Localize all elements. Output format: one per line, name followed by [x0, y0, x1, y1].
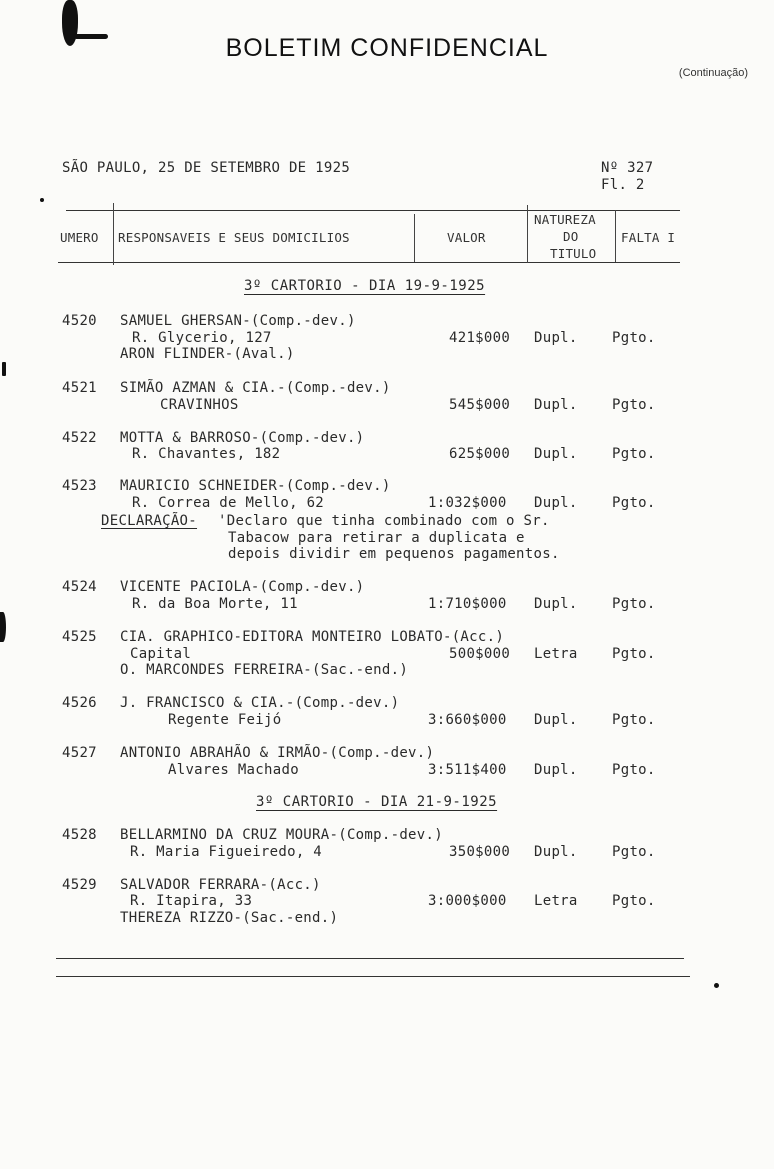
entry-nature: Dupl.: [534, 397, 578, 413]
entry-address: Regente Feijó: [168, 712, 282, 728]
entry-address: CRAVINHOS: [160, 397, 239, 413]
entry-nature: Dupl.: [534, 446, 578, 462]
header-divider: [414, 214, 415, 262]
entry-name: ANTONIO ABRAHÃO & IRMÃO-(Comp.-dev.): [120, 745, 435, 761]
place-date: SÃO PAULO, 25 DE SETEMBRO DE 1925: [62, 160, 351, 176]
section-heading: 3º CARTORIO - DIA 21-9-1925: [256, 794, 498, 810]
entry-reason: Pgto.: [612, 596, 656, 612]
speck-dot: [40, 198, 44, 202]
entry-address: R. Chavantes, 182: [132, 446, 281, 462]
entry-name: J. FRANCISCO & CIA.-(Comp.-dev.): [120, 695, 400, 711]
header-divider: [615, 210, 616, 262]
entry-address: R. da Boa Morte, 11: [132, 596, 298, 612]
entry-number: 4523: [62, 478, 97, 494]
entry-name: SALVADOR FERRARA-(Acc.): [120, 877, 321, 893]
col-natureza-header-3: TITULO: [550, 246, 597, 261]
entry-address: R. Correa de Mello, 62: [132, 495, 325, 511]
entry-extra: ARON FLINDER-(Aval.): [120, 346, 295, 362]
entry-number: 4526: [62, 695, 97, 711]
entry-address: R. Maria Figueiredo, 4: [130, 844, 323, 860]
entry-reason: Pgto.: [612, 712, 656, 728]
entry-value: 3:000$000: [428, 893, 507, 909]
col-valor-header: VALOR: [447, 230, 486, 245]
header-divider: [527, 205, 528, 263]
entry-nature: Dupl.: [534, 712, 578, 728]
col-natureza-header-1: NATUREZA: [534, 212, 596, 227]
entry-name: CIA. GRAPHICO-EDITORA MONTEIRO LOBATO-(Acc.): [120, 629, 505, 645]
entry-nature: Dupl.: [534, 495, 578, 511]
entry-name: MAURICIO SCHNEIDER-(Comp.-dev.): [120, 478, 391, 494]
section-heading: 3º CARTORIO - DIA 19-9-1925: [244, 278, 486, 294]
entry-value: 350$000: [449, 844, 511, 860]
sheet-number: Fl. 2: [601, 177, 645, 193]
entry-nature: Dupl.: [534, 330, 578, 346]
entry-name: VICENTE PACIOLA-(Comp.-dev.): [120, 579, 365, 595]
entry-name: SAMUEL GHERSAN-(Comp.-dev.): [120, 313, 356, 329]
header-top-rule: [66, 210, 680, 211]
header-bottom-rule: [58, 262, 680, 263]
entry-extra: O. MARCONDES FERREIRA-(Sac.-end.): [120, 662, 409, 678]
entry-number: 4522: [62, 430, 97, 446]
entry-extra: THEREZA RIZZO-(Sac.-end.): [120, 910, 339, 926]
entry-value: 545$000: [449, 397, 511, 413]
entry-reason: Pgto.: [612, 844, 656, 860]
continuation-note: (Continuação): [678, 67, 748, 79]
entry-name: SIMÃO AZMAN & CIA.-(Comp.-dev.): [120, 380, 391, 396]
entry-nature: Dupl.: [534, 844, 578, 860]
entry-number: 4521: [62, 380, 97, 396]
declaration-line: Tabacow para retirar a duplicata e: [228, 530, 525, 546]
document-title: BOLETIM CONFIDENCIAL: [225, 34, 549, 62]
declaration-label: DECLARAÇÃO-: [101, 513, 198, 529]
entry-number: 4524: [62, 579, 97, 595]
header-divider: [113, 203, 114, 265]
speck-dot: [714, 983, 719, 988]
entry-value: 3:511$400: [428, 762, 507, 778]
entry-reason: Pgto.: [612, 495, 656, 511]
col-numero-header: UMERO: [60, 230, 99, 245]
entry-value: 625$000: [449, 446, 511, 462]
entry-reason: Pgto.: [612, 330, 656, 346]
entry-value: 3:660$000: [428, 712, 507, 728]
declaration-line: 'Declaro que tinha combinado com o Sr.: [218, 513, 550, 529]
closing-rule-top: [56, 958, 684, 959]
entry-nature: Dupl.: [534, 762, 578, 778]
closing-rule-bottom: [56, 976, 690, 977]
entry-name: MOTTA & BARROSO-(Comp.-dev.): [120, 430, 365, 446]
entry-nature: Letra: [534, 646, 578, 662]
entry-address: R. Itapira, 33: [130, 893, 253, 909]
entry-number: 4527: [62, 745, 97, 761]
entry-address: R. Glycerio, 127: [132, 330, 272, 346]
left-edge-tick: [2, 362, 6, 376]
entry-name: BELLARMINO DA CRUZ MOURA-(Comp.-dev.): [120, 827, 443, 843]
entry-number: 4525: [62, 629, 97, 645]
left-edge-mark: [0, 612, 6, 642]
entry-reason: Pgto.: [612, 646, 656, 662]
entry-reason: Pgto.: [612, 893, 656, 909]
entry-value: 1:710$000: [428, 596, 507, 612]
entry-value: 1:032$000: [428, 495, 507, 511]
entry-value: 500$000: [449, 646, 511, 662]
entry-value: 421$000: [449, 330, 511, 346]
col-responsaveis-header: RESPONSAVEIS E SEUS DOMICILIOS: [118, 230, 350, 245]
entry-number: 4520: [62, 313, 97, 329]
bulletin-number: Nº 327: [601, 160, 654, 176]
entry-nature: Letra: [534, 893, 578, 909]
entry-nature: Dupl.: [534, 596, 578, 612]
entry-number: 4528: [62, 827, 97, 843]
entry-reason: Pgto.: [612, 397, 656, 413]
col-falta-header: FALTA I: [621, 230, 676, 245]
entry-number: 4529: [62, 877, 97, 893]
entry-address: Alvares Machado: [168, 762, 299, 778]
entry-address: Capital: [130, 646, 192, 662]
entry-reason: Pgto.: [612, 762, 656, 778]
col-natureza-header-2: DO: [563, 229, 579, 244]
entry-reason: Pgto.: [612, 446, 656, 462]
declaration-line: depois dividir em pequenos pagamentos.: [228, 546, 560, 562]
